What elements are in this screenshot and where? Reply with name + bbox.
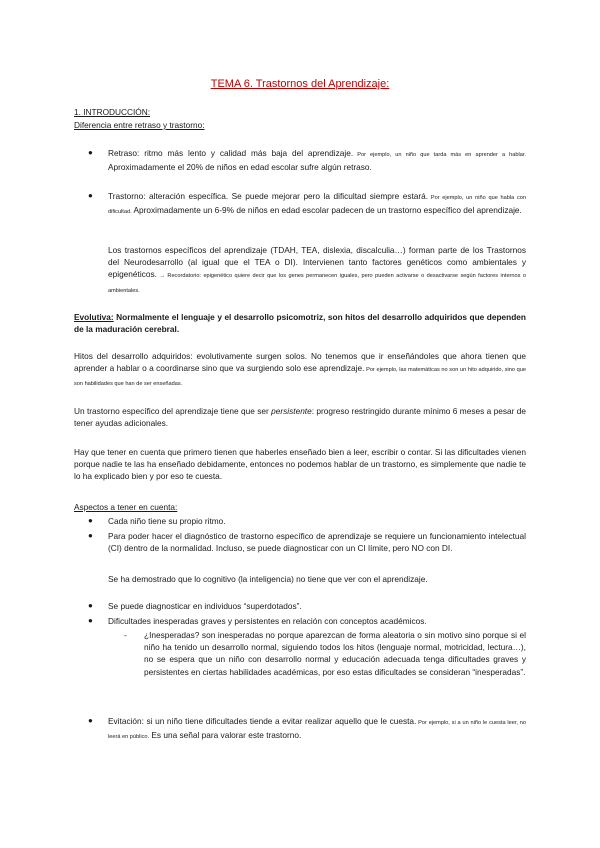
section-heading-introduccion: 1. INTRODUCCIÓN: [74,107,151,117]
paragraph-especificos [108,244,526,297]
bullet-icon: ● [88,148,93,157]
evitacion-tail: Es una señal para valorar este trastorno. [149,730,302,741]
trastorno-bold: Aproximadamente un 6-9% de niños en edad escolar padecen de un trastorno específico del aprendizaje. [131,205,522,216]
persistente-after: : progreso restringido durante mínimo 6 meses a pesar de tener ayudas adicionales. [74,406,526,429]
aspectos-item-diagnostico: Para poder hacer el diagnóstico de trastorno específico de aprendizaje se requiere un funcionamiento intelectual (CI) dentro de la normalidad. Incluso, se puede diagnosticar con un CI límite, pero NO con DI. [108,531,526,554]
aspectos-heading: Aspectos a tener en cuenta: [74,502,178,512]
persistente-before: Un trastorno específico del aprendizaje tiene que ser [74,406,272,416]
bullet-icon: ● [88,716,93,725]
hitos-text: Hitos del desarrollo adquiridos: evolutivamente surgen solos. No tenemos que ir enseñándoles que ahora tienen que aprender a hablar o a coordinarse sino que va surgiendo solo ese aprendizaje. [74,351,526,374]
aspectos-item-evitacion [108,715,526,743]
bullet-icon: ● [88,531,93,540]
aspectos-item-inesperadas: Dificultades inesperadas graves y persistentes en relación con conceptos académicos. [108,616,427,626]
paragraph-trastorno [108,190,526,218]
bullet-icon: ● [88,601,93,610]
paragraph-ensenado: Hay que tener en cuenta que primero tienen que haberles enseñado bien a leer, escribir o contar. Si las dificultades vienen porque nadie te las ha enseñado debidamente, entonces no podemos hablar de un trastorno, es simplemente que nadie te lo ha explicado bien y por eso te cuesta. [74,447,526,482]
especificos-note: → Recordatorio: epigenético quiere decir que los genes permanecen iguales, pero pueden activarse o desactivarse según factores internos o ambientales. [108,273,526,294]
persistente-italic: persistente [271,406,312,416]
retraso-lead: Retraso: ritmo más lento y calidad más baja del aprendizaje. [108,148,354,158]
paragraph-hitos [74,350,526,391]
trastorno-example: Por ejemplo, un niño que habla con dificultad. [108,195,526,216]
evolutiva-text: Normalmente el lenguaje y el desarrollo psicomotriz, son hitos del desarrollo adquiridos que dependen de la maduración cerebral. [74,312,526,335]
retraso-example: Por ejemplo, un niño que tarda más en aprender a hablar. [353,152,526,158]
subheading-retraso-trastorno: Diferencia entre retraso y trastorno: [74,120,205,130]
especificos-bold: Intervienen tanto factores genéticos como ambientales y epigenéticos. [108,257,526,280]
evitacion-lead: Evitación: si un niño tiene dificultades tiende a evitar realizar aquello que le cuesta. [108,716,417,726]
dash-icon: - [124,630,127,640]
bullet-icon: ● [88,616,93,625]
page-title: TEMA 6. Trastornos del Aprendizaje: [210,78,390,90]
especificos-text: Los trastornos específicos del aprendizaje (TDAH, TEA, dislexia, discalculia…) forman parte de los Trastornos del Neurodesarrollo (al igual que el TEA o DI). [108,245,526,268]
paragraph-retraso [108,147,526,173]
bullet-icon: ● [88,516,93,525]
paragraph-evolutiva [74,311,526,335]
aspectos-item-cognitivo: Se ha demostrado que lo cognitivo (la inteligencia) no tiene que ver con el aprendizaje. [108,574,428,584]
aspectos-subitem-inesperadas: ¿Inesperadas? son inesperadas no porque aparezcan de forma aleatoria o sin motivo sino porque si el niño ha tenido un desarrollo normal, siguiendo todos los hitos (lenguaje normal, motricidad, lectura…), no se espera que un niño con desarrollo normal y educación adecuada tenga dificultades graves y persistentes en ciertas habilidades académicas, por eso estas dificultades se consideran “inesperadas”. [144,630,526,677]
aspectos-item-ritmo: Cada niño tiene su propio ritmo. [108,516,226,526]
bullet-icon: ● [88,191,93,200]
aspectos-item-superdotados: Se puede diagnosticar en individuos “superdotados”. [108,601,302,611]
paragraph-persistente [74,405,526,429]
evolutiva-label: Evolutiva: [74,312,114,322]
hitos-note: Por ejemplo, las matemáticas no son un hito adquirido, sino que son habilidades que han de ser enseñadas. [74,367,527,388]
retraso-bold: Aproximadamente el 20% de niños en edad escolar sufre algún retraso. [108,162,372,173]
trastorno-lead: Trastorno: alteración específica. Se puede mejorar pero la dificultad siempre estará. [108,191,429,201]
evitacion-note: Por ejemplo, si a un niño le cuesta leer, no leerá en público. [108,720,527,741]
